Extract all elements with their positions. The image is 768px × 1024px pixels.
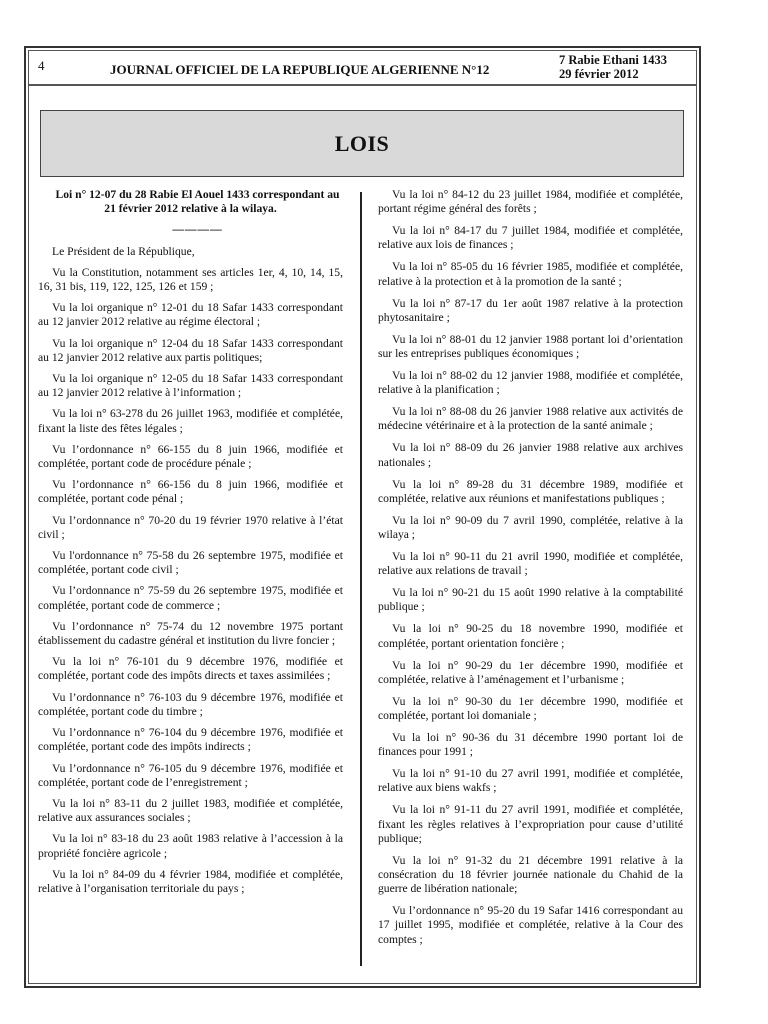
law-paragraph: Vu l’ordonnance n° 66-156 du 8 juin 1966, modifiée et complétée, portant code pénal ; xyxy=(38,478,343,506)
page-header xyxy=(28,50,697,86)
law-paragraph: Vu l’ordonnance n° 70-20 du 19 février 1970 relative à l’état civil ; xyxy=(38,513,343,541)
issue-date xyxy=(559,53,667,81)
law-paragraph: Vu l’ordonnance n° 76-105 du 9 décembre 1976, modifiée et complétée, portant code de l’enregistrement ; xyxy=(38,761,343,789)
law-paragraph: Vu la loi n° 85-05 du 16 février 1985, modifiée et complétée, relative à la protection et à la promotion de la santé ; xyxy=(378,260,683,288)
right-column-body xyxy=(378,188,683,947)
law-paragraph: Vu la loi n° 84-12 du 23 juillet 1984, modifiée et complétée, portant régime général des forêts ; xyxy=(378,188,683,216)
left-column xyxy=(38,188,343,903)
law-paragraph: Vu l’ordonnance n° 66-155 du 8 juin 1966, modifiée et complétée, portant code de procédure pénale ; xyxy=(38,442,343,471)
law-paragraph: Vu la Constitution, notamment ses articles 1er, 4, 10, 14, 15, 16, 31 bis, 119, 122, 125, 126 et 159 ; xyxy=(38,265,343,294)
law-paragraph: Vu l’ordonnance n° 75-74 du 12 novembre 1975 portant établissement du cadastre général et institution du livre foncier ; xyxy=(38,619,343,648)
law-paragraph: Vu la loi n° 83-11 du 2 juillet 1983, modifiée et complétée, relative aux assurances sociales ; xyxy=(38,796,343,825)
law-paragraph: Vu la loi n° 83-18 du 23 août 1983 relative à l’accession à la propriété foncière agricole ; xyxy=(38,832,343,860)
journal-title: JOURNAL OFFICIEL DE LA REPUBLIQUE ALGERIENNE N°12 xyxy=(110,62,490,77)
law-paragraph: Vu la loi organique n° 12-01 du 18 Safar 1433 correspondant au 12 janvier 2012 relative au régime électoral ; xyxy=(38,301,343,329)
law-paragraph: Vu l’ordonnance n° 95-20 du 19 Safar 1416 correspondant au 17 juillet 1995, modifiée et complétée, relative à la Cour des comptes ; xyxy=(378,904,683,946)
law-paragraph: Vu la loi n° 90-21 du 15 août 1990 relative à la comptabilité publique ; xyxy=(378,586,683,614)
law-paragraph: Vu l’ordonnance n° 76-104 du 9 décembre 1976, modifiée et complétée, portant code des impôts indirects ; xyxy=(38,726,343,754)
law-paragraph: Vu la loi n° 63-278 du 26 juillet 1963, modifiée et complétée, fixant la liste des fêtes légales ; xyxy=(38,407,343,435)
law-paragraph: Vu la loi organique n° 12-05 du 18 Safar 1433 correspondant au 12 janvier 2012 relative à l’information ; xyxy=(38,372,343,400)
law-paragraph: Vu la loi n° 84-17 du 7 juillet 1984, modifiée et complétée, relative aux lois de finances ; xyxy=(378,224,683,252)
law-paragraph: Vu la loi n° 76-101 du 9 décembre 1976, modifiée et complétée, portant code des impôts directs et taxes assimilées ; xyxy=(38,655,343,683)
law-paragraph: Vu la loi n° 90-11 du 21 avril 1990, modifiée et complétée, relative aux relations de travail ; xyxy=(378,550,683,578)
left-column-body xyxy=(38,245,343,897)
law-paragraph: Vu la loi n° 88-09 du 26 janvier 1988 relative aux archives nationales ; xyxy=(378,441,683,469)
law-paragraph: Le Président de la République, xyxy=(52,244,195,258)
law-paragraph: Vu la loi n° 87-17 du 1er août 1987 relative à la protection phytosanitaire ; xyxy=(378,296,683,324)
column-divider xyxy=(360,192,362,966)
law-paragraph: Vu la loi n° 91-10 du 27 avril 1991, modifiée et complétée, relative aux biens wakfs ; xyxy=(378,767,683,795)
law-paragraph: Vu la loi n° 91-32 du 21 décembre 1991 relative à la consécration du 18 février journée nationale du Chahid de la guerre de libération nationale; xyxy=(378,853,683,896)
law-paragraph: Vu la loi n° 90-36 du 31 décembre 1990 portant loi de finances pour 1991 ; xyxy=(378,731,683,759)
section-title: LOIS xyxy=(334,130,390,156)
law-paragraph: Vu la loi organique n° 12-04 du 18 Safar 1433 correspondant au 12 janvier 2012 relative aux partis politiques; xyxy=(38,336,343,364)
section-banner xyxy=(40,110,684,177)
law-paragraph: Vu l’ordonnance n° 76-103 du 9 décembre 1976, modifiée et complétée, portant code du timbre ; xyxy=(38,690,343,718)
law-paragraph: Vu la loi n° 90-30 du 1er décembre 1990, modifiée et complétée, portant loi domaniale ; xyxy=(378,694,683,723)
law-paragraph: Vu l’ordonnance n° 75-59 du 26 septembre 1975, modifiée et complétée, portant code de commerce ; xyxy=(38,584,343,612)
date-gregorian: 29 février 2012 xyxy=(559,67,639,81)
law-title: Loi n° 12-07 du 28 Rabie El Aouel 1433 correspondant au 21 février 2012 relative à la wilaya. xyxy=(55,188,340,216)
law-paragraph: Vu la loi n° 90-09 du 7 avril 1990, complétée, relative à la wilaya ; xyxy=(378,513,683,542)
law-paragraph: Vu la loi n° 90-25 du 18 novembre 1990, modifiée et complétée, portant orientation foncière ; xyxy=(378,622,683,650)
right-column xyxy=(378,188,683,955)
law-paragraph: Vu la loi n° 89-28 du 31 décembre 1989, modifiée et complétée, relative aux réunions et manifestations publiques ; xyxy=(378,477,683,505)
title-separator: ———— xyxy=(172,223,223,237)
law-paragraph: Vu la loi n° 91-11 du 27 avril 1991, modifiée et complétée, fixant les règles relatives à l’expropriation pour cause d’utilité publique; xyxy=(378,803,683,845)
law-paragraph: Vu la loi n° 88-01 du 12 janvier 1988 portant loi d’orientation sur les entreprises publiques économiques ; xyxy=(378,332,683,361)
law-paragraph: Vu la loi n° 84-09 du 4 février 1984, modifiée et complétée, relative à l’organisation territoriale du pays ; xyxy=(38,867,343,895)
law-paragraph: Vu la loi n° 88-08 du 26 janvier 1988 relative aux activités de médecine vétérinaire et à la protection de la santé animale ; xyxy=(378,405,683,433)
page-number: 4 xyxy=(38,58,45,73)
law-paragraph: Vu l'ordonnance n° 75-58 du 26 septembre 1975, modifiée et complétée, portant code civil ; xyxy=(38,549,343,577)
law-paragraph: Vu la loi n° 90-29 du 1er décembre 1990, modifiée et complétée, relative à l’aménagement et l’urbanisme ; xyxy=(378,658,683,686)
date-hijri: 7 Rabie Ethani 1433 xyxy=(559,53,668,67)
law-paragraph: Vu la loi n° 88-02 du 12 janvier 1988, modifiée et complétée, relative à la planification ; xyxy=(378,369,683,397)
